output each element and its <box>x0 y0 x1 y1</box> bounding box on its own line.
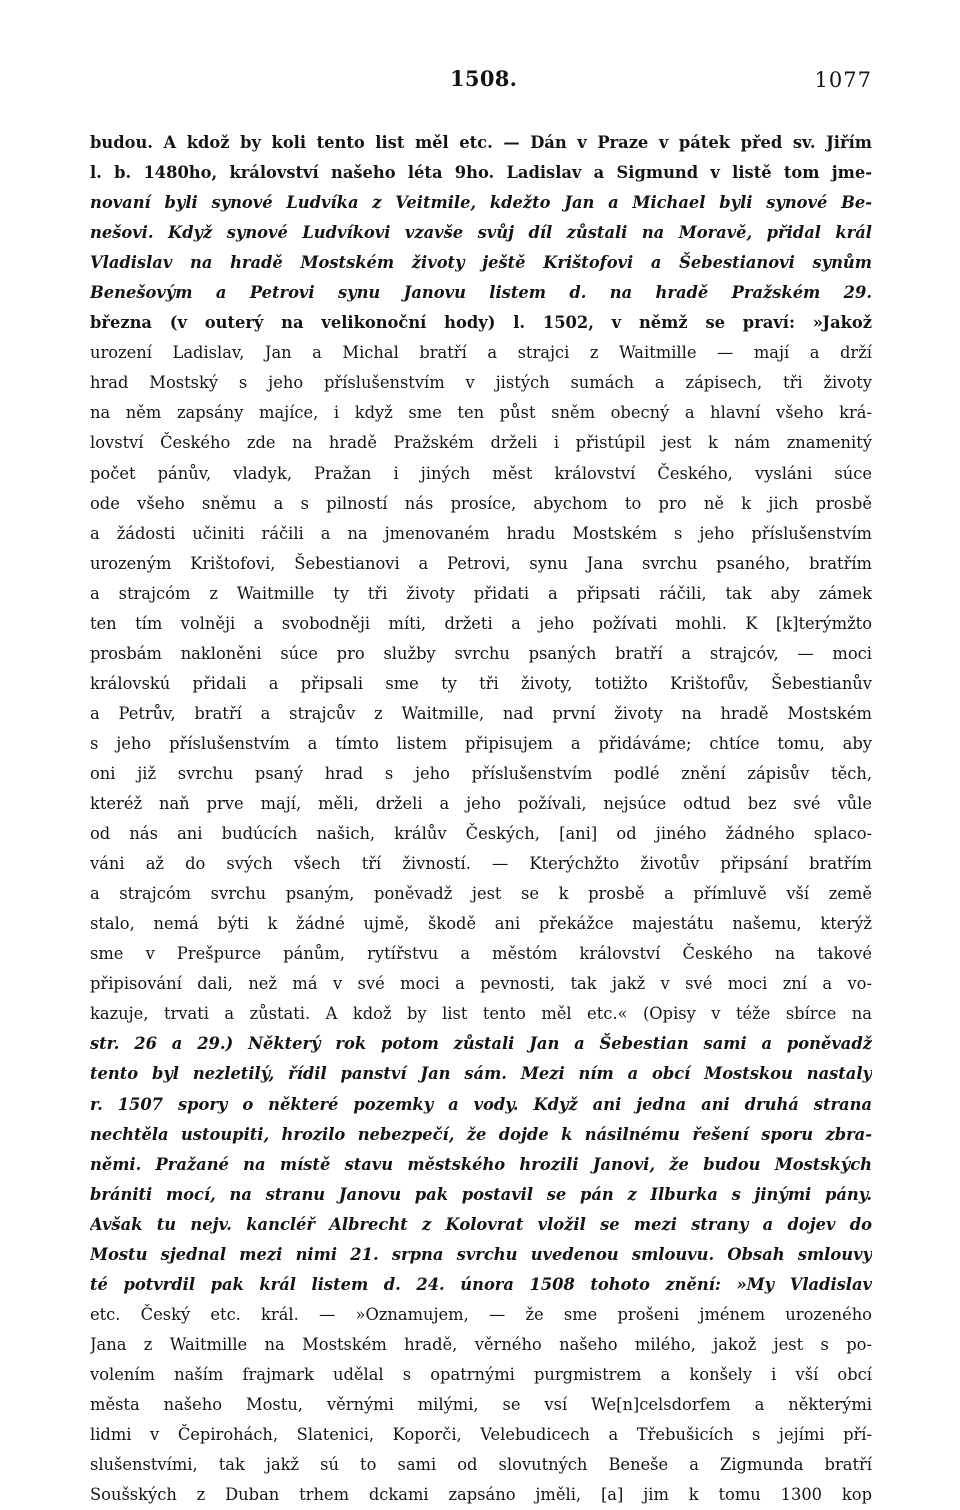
text-line: novaní byli synové Ludvíka z Veitmile, kdežto Jan a Michael byli synové Be- <box>90 193 872 213</box>
text-line: r. 1507 spory o některé pozemky a vody. Když ani jedna ani druhá strana <box>90 1094 872 1114</box>
text-line: urozeným Krištofovi, Šebestianovi a Petrovi, synu Jana svrchu psaného, bratřím <box>90 553 872 573</box>
text-line: hrad Mostský s jeho příslušenstvím v jistých sumách a zápisech, tři životy <box>90 373 872 393</box>
text-line: kazuje, trvati a zůstati. A kdož by list tento měl etc.« (Opisy v téže sbírce na <box>90 1004 872 1024</box>
text-line: tento byl nezletilý, řídil panství Jan sám. Mezi ním a obcí Mostskou nastaly <box>90 1064 872 1084</box>
text-line: Jana z Waitmille na Mostském hradě, věrného našeho milého, jakož jest s po- <box>90 1334 872 1354</box>
text-line: královskú přidali a připsali sme ty tři životy, totižto Krištofův, Šebestianův <box>90 673 872 693</box>
text-line: na něm zapsány majíce, i když sme ten půst sněm obecný a hlavní všeho krá- <box>90 403 872 423</box>
body-text <box>90 128 872 1510</box>
text-line: března (v outerý na velikonoční hody) l. 1502, v němž se praví: »Jakož <box>90 313 872 333</box>
text-line: brániti mocí, na stranu Janovu pak postavil se pán z Ilburka s jinými pány. <box>90 1184 872 1204</box>
text-line: němi. Pražané na místě stavu městského hrozili Janovi, že budou Mostských <box>90 1154 872 1174</box>
text-line: urození Ladislav, Jan a Michal bratří a strajci z Waitmille — mají a drží <box>90 343 872 363</box>
text-line: ode všeho sněmu a s pilností nás prosíce, abychom to pro ně k jich prosbě <box>90 493 872 513</box>
text-line: a žádosti učiniti ráčili a na jmenovaném hradu Mostském s jeho příslušenstvím <box>90 523 872 543</box>
text-line: Benešovým a Petrovi synu Janovu listem d. na hradě Pražském 29. <box>90 283 872 303</box>
text-line: počet pánův, vladyk, Pražan i jiných měst království Českého, vysláni súce <box>90 463 872 483</box>
page-year: 1508. <box>450 66 518 91</box>
page-header <box>90 66 872 96</box>
text-line: volením naším frajmark udělal s opatrnými purgmistrem a konšely i vší obcí <box>90 1364 872 1384</box>
text-line: od nás ani budúcích našich, králův Českých, [ani] od jiného žádného splaco- <box>90 824 872 844</box>
text-line: připisování dali, než má v své moci a pevnosti, tak jakž v své moci zní a vo- <box>90 974 872 994</box>
text-line: prosbám nakloněni súce pro služby svrchu psaných bratří a strajcóv, — moci <box>90 643 872 663</box>
text-line: l. b. 1480ho, království našeho léta 9ho. Ladislav a Sigmund v listě tom jme- <box>90 163 872 183</box>
text-line: etc. Český etc. král. — »Oznamujem, — že sme prošeni jménem urozeného <box>90 1304 872 1324</box>
text-line: stalo, nemá býti k žádné ujmě, škodě ani překážce majestátu našemu, kterýž <box>90 914 872 934</box>
text-line: váni až do svých všech tří živností. — Kterýchžto životův připsání bratřím <box>90 854 872 874</box>
text-line: budou. A kdož by koli tento list měl etc. — Dán v Praze v pátek před sv. Jiřím <box>90 133 872 152</box>
text-line: města našeho Mostu, věrnými milými, se vsí We[n]celsdorfem a některými <box>90 1394 872 1414</box>
text-line: té potvrdil pak král listem d. 24. února 1508 tohoto znění: »My Vladislav <box>90 1274 872 1294</box>
text-line: a strajcóm svrchu psaným, poněvadž jest se k prosbě a přímluvě vší země <box>90 884 872 904</box>
text-line: slušenstvími, tak jakž sú to sami od slovutných Beneše a Zigmunda bratří <box>90 1455 872 1475</box>
text-line: Vladislav na hradě Mostském životy ještě Krištofovi a Šebestianovi synům <box>90 253 872 273</box>
text-line: Avšak tu nejv. kancléř Albrecht z Kolovrat vložil se mezi strany a dojev do <box>90 1214 872 1234</box>
text-line: Mostu sjednal mezi nimi 21. srpna svrchu uvedenou smlouvu. Obsah smlouvy <box>90 1244 872 1264</box>
text-line: nechtěla ustoupiti, hrozilo nebezpečí, že dojde k násilnému řešení sporu zbra- <box>90 1124 872 1144</box>
page-number: 1077 <box>814 68 872 92</box>
text-line: ten tím volněji a svobodněji míti, držeti a jeho požívati mohli. K [k]terýmžto <box>90 613 872 633</box>
text-line: Soušských z Duban trhem dckami zapsáno jměli, [a] jim k tomu 1300 kop <box>90 1485 872 1505</box>
text-line: sme v Prešpurce pánům, rytířstvu a městóm království Českého na takové <box>90 944 872 964</box>
text-line: kteréž naň prve mají, měli, drželi a jeho požívali, nejsúce odtud bez své vůle <box>90 794 872 814</box>
text-line: a Petrův, bratří a strajcův z Waitmille, nad první životy na hradě Mostském <box>90 703 872 723</box>
text-line: lovství Českého zde na hradě Pražském drželi i přistúpil jest k nám znamenitý <box>90 433 872 453</box>
text-line: nešovi. Když synové Ludvíkovi vzavše svůj díl zůstali na Moravě, přidal král <box>90 223 872 243</box>
text-line: s jeho příslušenstvím a tímto listem připisujem a přidáváme; chtíce tomu, aby <box>90 733 872 753</box>
text-line: oni již svrchu psaný hrad s jeho příslušenstvím podlé znění zápisův těch, <box>90 763 872 783</box>
text-line: str. 26 a 29.) Některý rok potom zůstali Jan a Šebestian sami a poněvadž <box>90 1034 872 1054</box>
text-line: a strajcóm z Waitmille ty tři životy přidati a připsati ráčili, tak aby zámek <box>90 583 872 603</box>
text-line: lidmi v Čepirohách, Slatenici, Koporči, Velebudicech a Třebušicích s jejími pří- <box>90 1425 872 1445</box>
